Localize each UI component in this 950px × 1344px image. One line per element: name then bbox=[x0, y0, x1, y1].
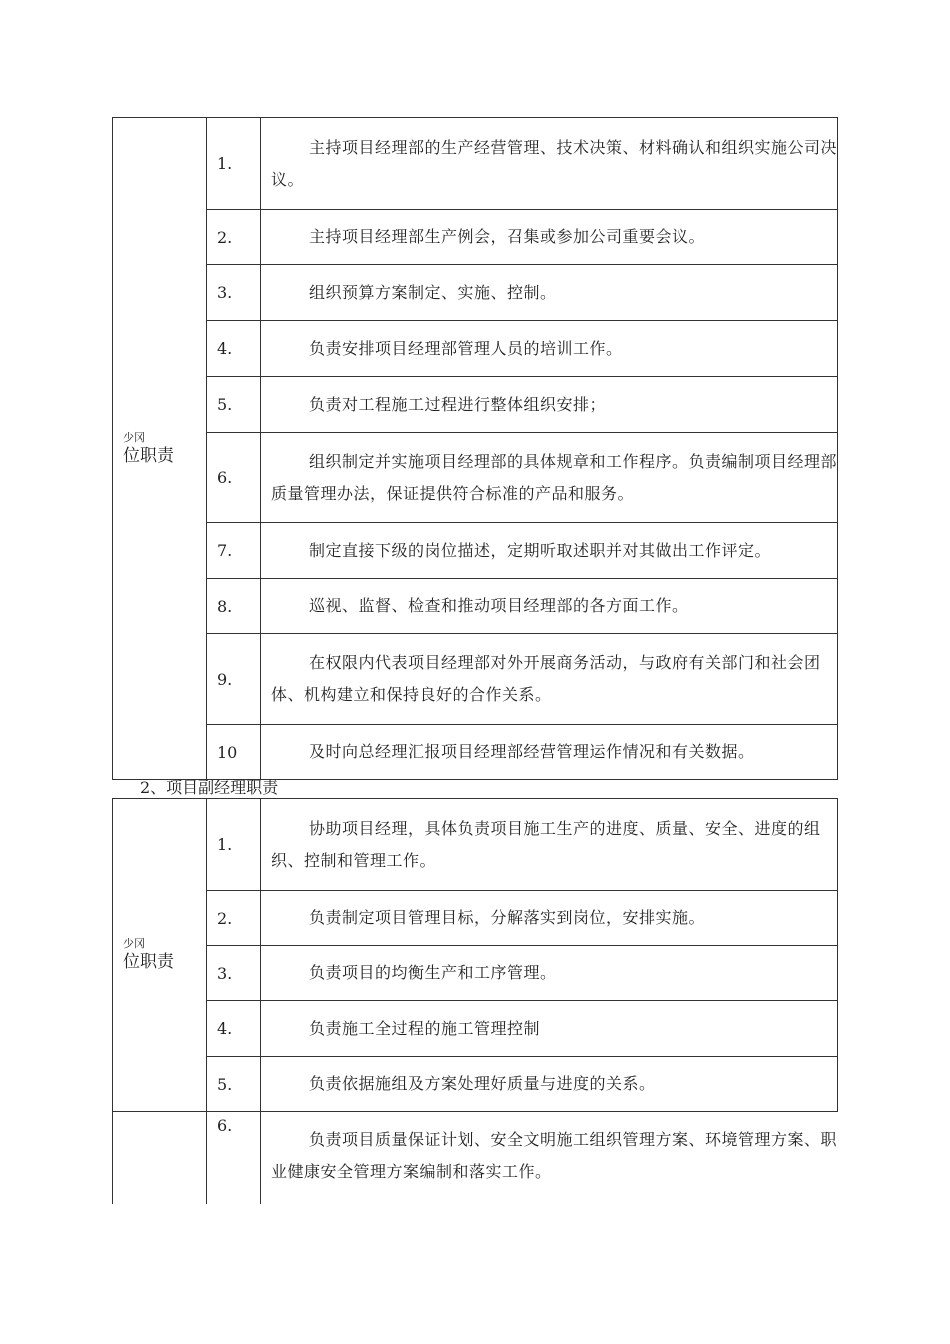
table-row bbox=[113, 433, 838, 523]
label-small: 少冈 bbox=[123, 937, 145, 950]
table-row bbox=[113, 891, 838, 946]
row-number: 4. bbox=[207, 1001, 261, 1057]
row-number: 2. bbox=[207, 891, 261, 946]
duty-text: 负责施工全过程的施工管理控制 bbox=[261, 1001, 838, 1057]
row-number: 10 bbox=[207, 725, 261, 780]
label-big: 位职责 bbox=[123, 952, 174, 972]
duty-text: 组织预算方案制定、实施、控制。 bbox=[261, 265, 838, 321]
row-number: 6. bbox=[207, 433, 261, 523]
duty-text: 及时向总经理汇报项目经理部经营管理运作情况和有关数据。 bbox=[261, 725, 838, 780]
responsibility-table-manager bbox=[112, 117, 838, 780]
table-row bbox=[113, 321, 838, 377]
duty-text: 协助项目经理，具体负责项目施工生产的进度、质量、安全、进度的组织、控制和管理工作。 bbox=[261, 799, 838, 891]
section-heading: 2、项目副经理职责 bbox=[140, 778, 279, 797]
label-big: 位职责 bbox=[123, 445, 174, 466]
duty-text: 制定直接下级的岗位描述，定期听取述职并对其做出工作评定。 bbox=[261, 523, 838, 579]
row-number: 1. bbox=[207, 799, 261, 891]
position-label-cell bbox=[113, 1112, 207, 1204]
table-row bbox=[113, 725, 838, 780]
duty-text: 负责依据施组及方案处理好质量与进度的关系。 bbox=[261, 1057, 838, 1112]
duty-text: 负责对工程施工过程进行整体组织安排； bbox=[261, 377, 838, 433]
table-row bbox=[113, 118, 838, 210]
row-number: 5. bbox=[207, 377, 261, 433]
row-number: 6. bbox=[207, 1112, 261, 1204]
duty-text: 主持项目经理部生产例会，召集或参加公司重要会议。 bbox=[261, 210, 838, 265]
row-number: 5. bbox=[207, 1057, 261, 1112]
table-row bbox=[113, 634, 838, 725]
label-small: 少冈 bbox=[123, 430, 145, 444]
row-number: 3. bbox=[207, 265, 261, 321]
position-label-cell bbox=[113, 799, 207, 1112]
duty-text: 在权限内代表项目经理部对外开展商务活动，与政府有关部门和社会团体、机构建立和保持良好的合作关系。 bbox=[261, 634, 838, 725]
duty-text: 负责制定项目管理目标，分解落实到岗位，安排实施。 bbox=[261, 891, 838, 946]
table-row bbox=[113, 523, 838, 579]
row-number: 3. bbox=[207, 946, 261, 1001]
duty-text: 组织制定并实施项目经理部的具体规章和工作程序。负责编制项目经理部质量管理办法，保证提供符合标准的产品和服务。 bbox=[261, 433, 838, 523]
row-number: 8. bbox=[207, 579, 261, 634]
table-row bbox=[113, 265, 838, 321]
table-row bbox=[113, 1001, 838, 1057]
responsibility-table-continued bbox=[112, 1111, 838, 1204]
position-label-cell bbox=[113, 118, 207, 780]
table-row bbox=[113, 579, 838, 634]
table-row bbox=[113, 946, 838, 1001]
duty-text: 负责安排项目经理部管理人员的培训工作。 bbox=[261, 321, 838, 377]
responsibility-table-deputy bbox=[112, 798, 838, 1112]
row-number: 1. bbox=[207, 118, 261, 210]
row-number: 4. bbox=[207, 321, 261, 377]
table-row bbox=[113, 1112, 839, 1204]
duty-text: 负责项目的均衡生产和工序管理。 bbox=[261, 946, 838, 1001]
row-number: 7. bbox=[207, 523, 261, 579]
duty-text: 负责项目质量保证计划、安全文明施工组织管理方案、环境管理方案、职业健康安全管理方案编制和落实工作。 bbox=[261, 1112, 839, 1204]
duty-text: 主持项目经理部的生产经营管理、技术决策、材料确认和组织实施公司决议。 bbox=[261, 118, 838, 210]
table-row bbox=[113, 210, 838, 265]
table-row bbox=[113, 1057, 838, 1112]
table-row bbox=[113, 799, 838, 891]
table-row bbox=[113, 377, 838, 433]
row-number: 9. bbox=[207, 634, 261, 725]
row-number: 2. bbox=[207, 210, 261, 265]
duty-text: 巡视、监督、检查和推动项目经理部的各方面工作。 bbox=[261, 579, 838, 634]
